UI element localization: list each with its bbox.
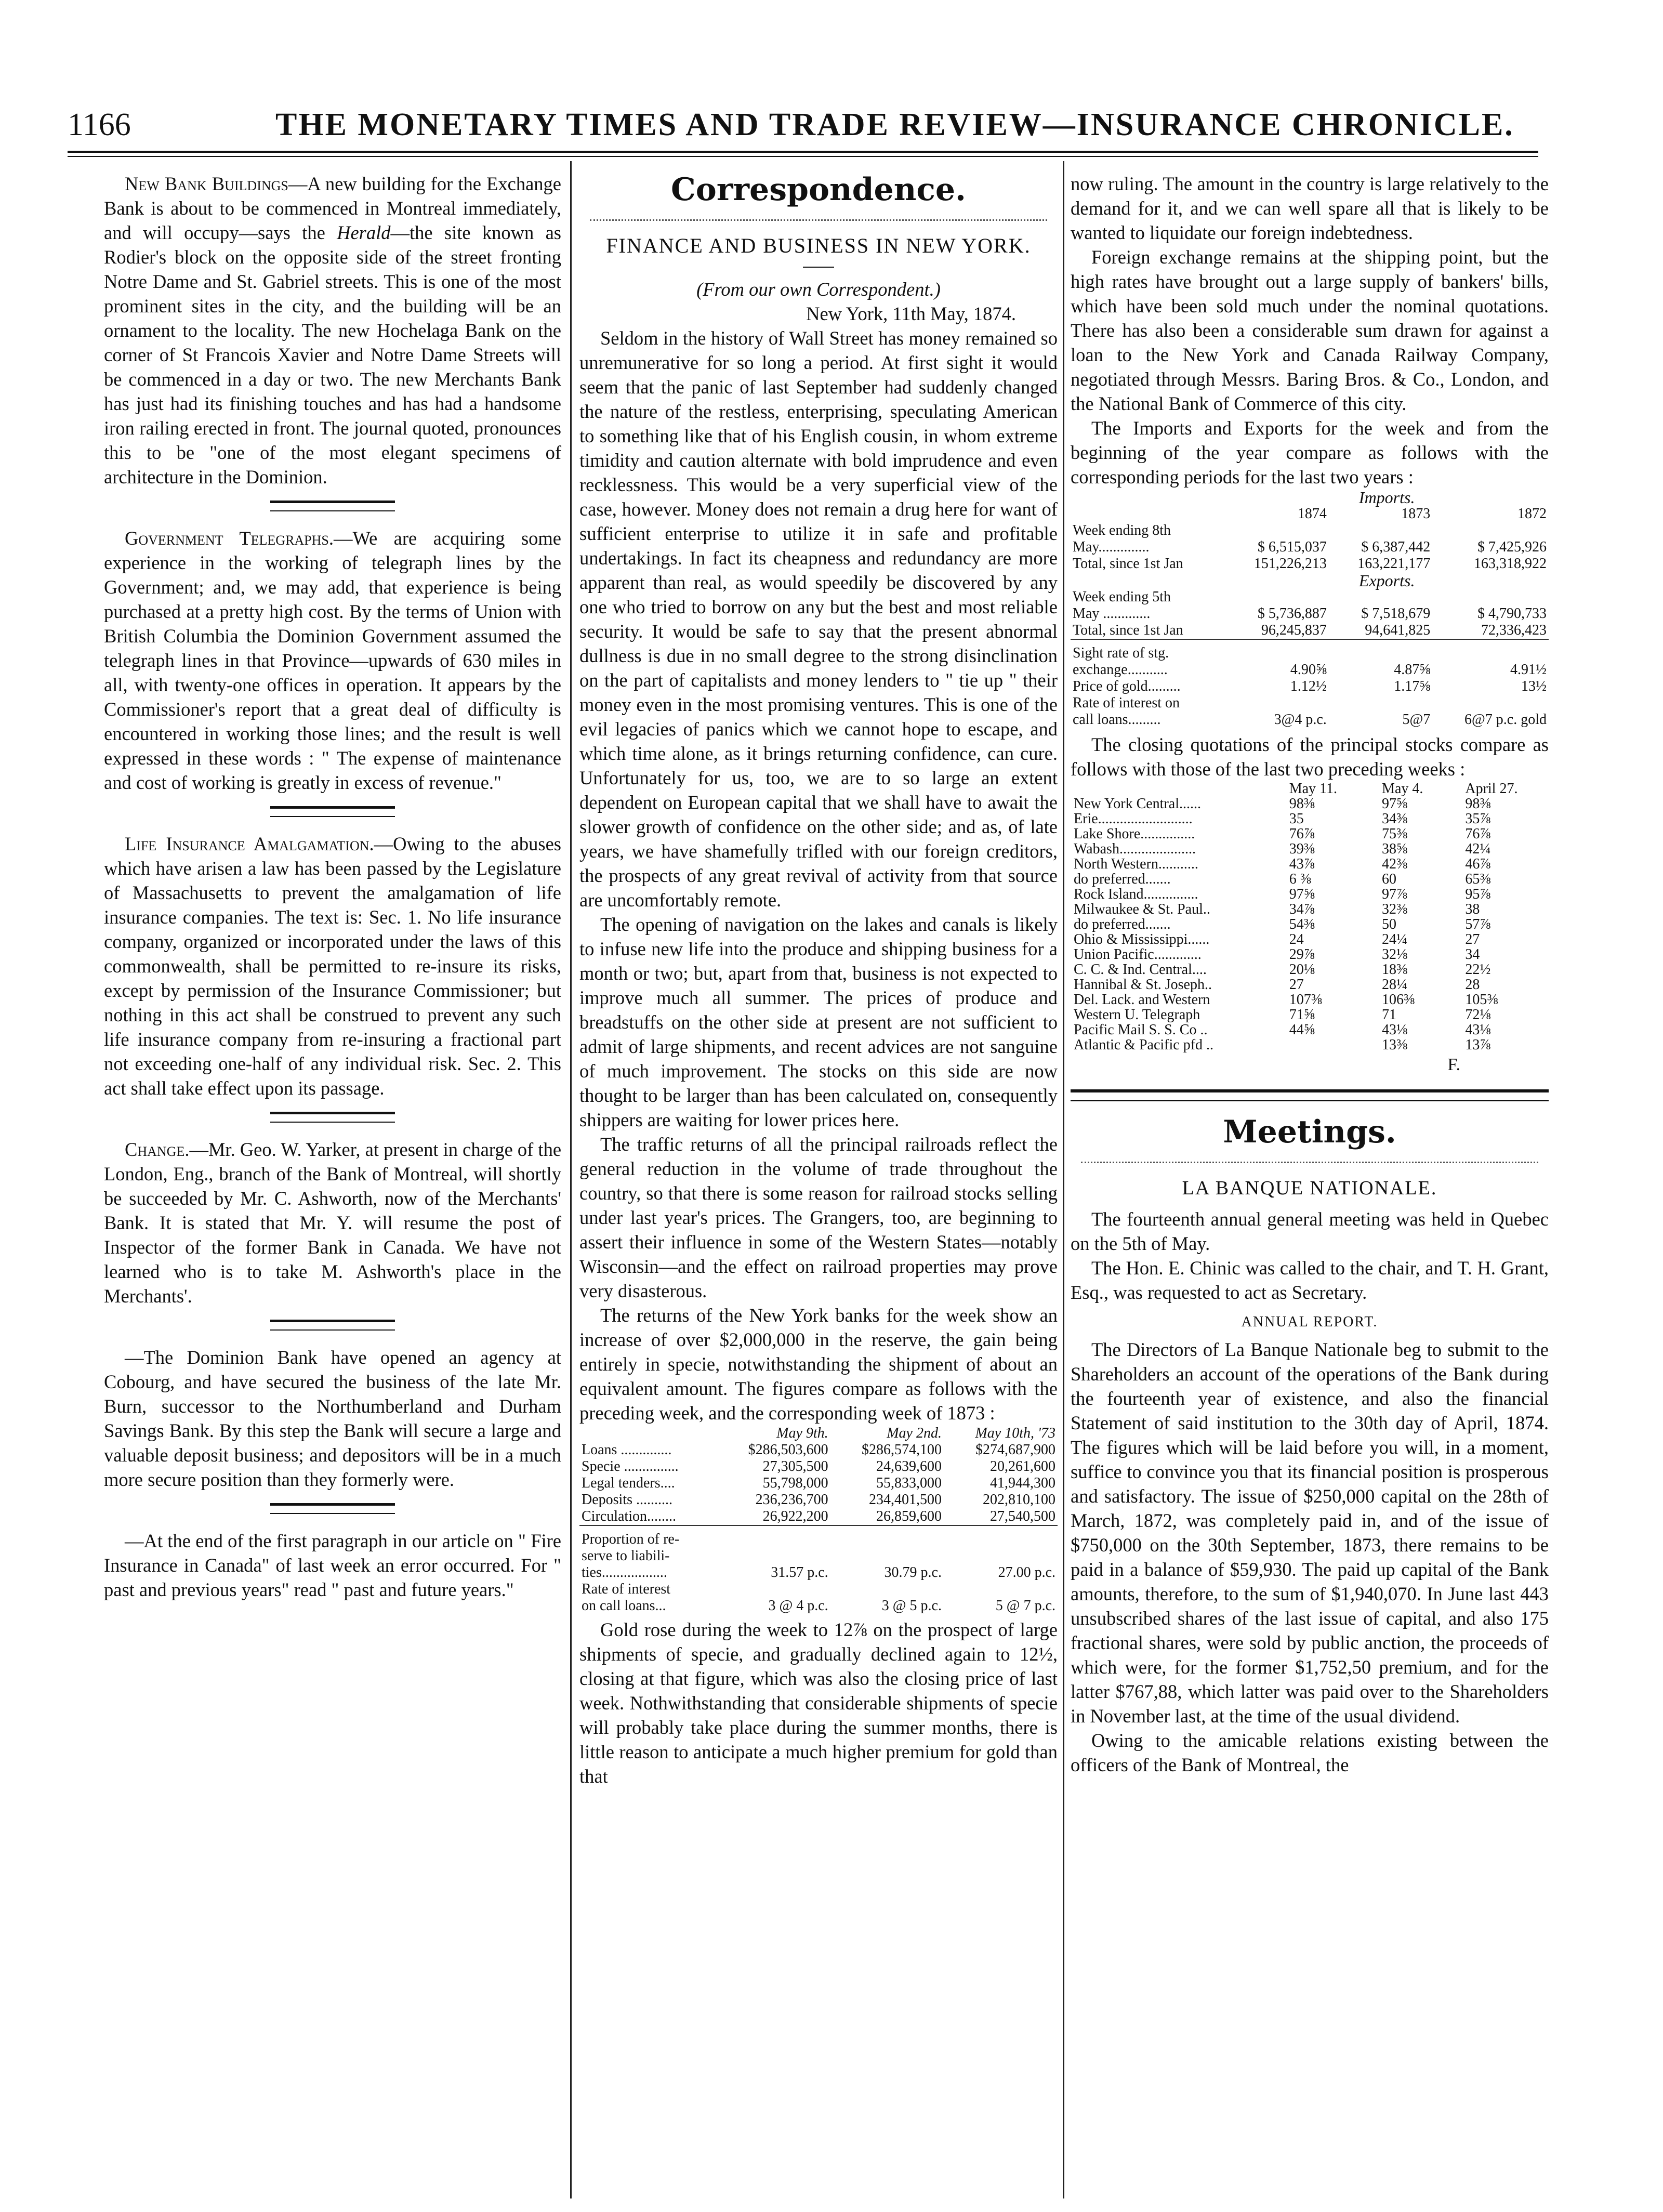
table-header: May 9th.	[776, 1425, 828, 1441]
header-rule-thin	[68, 156, 1538, 157]
table-row	[1071, 556, 1549, 572]
table-header: May 10th, '73	[975, 1425, 1055, 1441]
stock-quote: 60	[1382, 871, 1397, 887]
cell: 5@7	[1402, 712, 1431, 728]
cell: 94,641,825	[1365, 622, 1431, 638]
stock-name: Wabash.....................	[1074, 841, 1196, 857]
table-section-row	[1071, 572, 1549, 589]
stock-quote: 75⅜	[1382, 826, 1408, 842]
running-head	[68, 107, 1514, 148]
stock-quote: 28¼	[1382, 977, 1408, 993]
table-row	[579, 1458, 1058, 1475]
row-label: Sight rate of stg.	[1071, 639, 1225, 662]
table-row	[1071, 902, 1549, 917]
bank-returns-table	[579, 1425, 1058, 1614]
table-row	[1071, 605, 1549, 622]
row-label: Total, since 1st Jan	[1073, 556, 1183, 572]
paragraph-change	[104, 1137, 561, 1308]
paragraph: The Hon. E. Chinic was called to the chair, and T. H. Grant, Esq., was requested to act as Secretary.	[1071, 1257, 1549, 1303]
dateline: New York, 11th May, 1874.	[806, 303, 1016, 324]
stock-name: Erie..........................	[1074, 811, 1193, 827]
row-label: Specie ...............	[582, 1458, 679, 1474]
row-label: May .............	[1073, 605, 1151, 622]
table-row	[579, 1525, 1058, 1548]
cell: 55,833,000	[876, 1475, 942, 1491]
table-row	[1071, 811, 1549, 826]
table-row	[579, 1492, 1058, 1508]
stock-quote: 24¼	[1382, 931, 1408, 947]
cell: 26,859,600	[876, 1508, 942, 1524]
stock-quote: 18⅜	[1382, 962, 1408, 978]
signature: F.	[1447, 1055, 1460, 1074]
stock-name: Atlantic & Pacific pfd ..	[1074, 1037, 1214, 1053]
stock-quote: 46⅞	[1465, 856, 1491, 872]
row-label: Total, since 1st Jan	[1073, 622, 1183, 638]
table-row	[1071, 992, 1549, 1007]
table-header: April 27.	[1465, 781, 1518, 797]
table-header: 1872	[1517, 506, 1547, 522]
section-separator	[270, 1320, 395, 1331]
row-label: Circulation........	[582, 1508, 676, 1524]
table-row	[1071, 539, 1549, 556]
cell: 163,221,177	[1357, 556, 1431, 572]
cell: 3 @ 4 p.c.	[768, 1598, 828, 1614]
table-row	[1071, 1007, 1549, 1022]
stock-quote: 34⅜	[1382, 811, 1408, 827]
stock-quote: 39⅜	[1289, 841, 1315, 857]
stock-quote: 97⅝	[1289, 886, 1315, 902]
stock-quote: 22½	[1465, 962, 1491, 978]
row-label: Deposits ..........	[582, 1492, 672, 1508]
cell: 24,639,600	[876, 1458, 942, 1474]
table-header-row	[579, 1425, 1058, 1442]
table-header: May 11.	[1289, 781, 1337, 797]
row-label: ties..................	[582, 1564, 667, 1581]
stock-name: Lake Shore...............	[1074, 826, 1195, 842]
stock-quote: 98⅜	[1289, 796, 1315, 812]
section-separator	[270, 1503, 395, 1514]
stock-name: North Western...........	[1074, 856, 1198, 872]
cell: $ 6,515,037	[1257, 539, 1327, 555]
paragraph-erratum: —At the end of the first paragraph in our article on " Fire Insurance in Canada" of last week an error occurred. For " past and previous years" read " past and future years."	[104, 1530, 561, 1600]
table-row	[579, 1564, 1058, 1581]
cell: 55,798,000	[762, 1475, 828, 1491]
article-title: FINANCE AND BUSINESS IN NEW YORK.	[606, 234, 1031, 257]
row-label: Rate of interest on	[1073, 695, 1180, 711]
stock-quote: 71	[1382, 1007, 1397, 1023]
ornamental-rule	[590, 212, 1047, 221]
paragraph-body: .—We are acquiring some experience in the working of telegraph lines by the Government; and, we may add, that experience is being purchased at a pretty high cost. By the terms of Union with British Columbia the Dominion Government assumed the telegraph lines in that Province—upwards of 630 miles in all, with twenty-one offices in operation. It appears by the Commissioner's report that a great deal of difficulty is encountered in working those lines; and the result is well expressed in these words : " The expense of maintenance and cost of working is greatly in excess of revenue."	[104, 528, 561, 793]
table-header: 1873	[1401, 506, 1431, 522]
stock-quote: 27	[1465, 931, 1480, 947]
cell: 1.12½	[1290, 678, 1327, 694]
table-row	[1071, 841, 1549, 857]
table-row	[1071, 872, 1549, 887]
stock-quote: 106⅜	[1382, 992, 1415, 1008]
stock-name: Pacific Mail S. S. Co ..	[1074, 1022, 1208, 1038]
stock-quote: 20⅛	[1289, 962, 1315, 978]
table-row	[1071, 932, 1549, 947]
cell: 26,922,200	[762, 1508, 828, 1524]
table-row	[1071, 639, 1549, 662]
paragraph-body: .—Mr. Geo. W. Yarker, at present in charge of the London, Eng., branch of the Bank of Montreal, will shortly be succeeded by Mr. C. Ashworth, now of the Merchants' Bank. It is stated that Mr. Y. will resume the post of Inspector of the former Bank in Canada. We have not learned who is to take M. Ashworth's place in the Merchants'.	[104, 1139, 562, 1307]
stock-quotations-table	[1071, 781, 1549, 1052]
cell: 31.57 p.c.	[771, 1564, 828, 1581]
paragraph: Foreign exchange remains at the shipping point, but the high rates have brought out a large supply of bankers' bills, which have been sold much under the nominal quotations. There has also been a considerable sum drawn for against a loan to the New York and Canada Railway Company, negotiated through Messrs. Baring Bros. & Co., London, and the National Bank of Commerce of this city.	[1071, 246, 1549, 414]
table-row	[1071, 796, 1549, 811]
cell: 27.00 p.c.	[998, 1564, 1055, 1581]
row-label: Week ending 8th	[1073, 522, 1171, 538]
byline: (From our own Correspondent.)	[696, 279, 941, 300]
paragraph-dominion-bank: —The Dominion Bank have opened an agency at Cobourg, and have secured the business of the late Mr. Burn, successor to the Northumberland and Durham Savings Bank. By this step the Bank will secure a large and valuable deposit business; and depositors will be in a much more secure position than they formerly were.	[104, 1347, 561, 1490]
cell: 1.17⅝	[1394, 678, 1431, 694]
paragraph: now ruling. The amount in the country is large relatively to the demand for it, and we can well spare all that is likely to be wanted to liquidate our foreign indebtedness.	[1071, 173, 1549, 243]
table-row	[579, 1581, 1058, 1598]
cell: $274,687,900	[975, 1442, 1055, 1458]
row-label: Price of gold.........	[1073, 678, 1181, 694]
stock-quote: 32⅛	[1382, 946, 1408, 963]
cell: 4.91½	[1510, 662, 1547, 678]
table-row	[1071, 589, 1549, 605]
cell: 151,226,213	[1253, 556, 1327, 572]
section-heading-correspondence: Correspondence.	[671, 172, 966, 208]
cell: 202,810,100	[983, 1492, 1055, 1508]
stock-quote: 13⅞	[1465, 1037, 1491, 1053]
table-row	[1071, 1037, 1549, 1052]
cell: 4.90⅝	[1290, 662, 1327, 678]
column-3	[1071, 172, 1549, 1777]
stock-quote: 76⅞	[1465, 826, 1491, 842]
cell: 234,401,500	[868, 1492, 942, 1508]
table-row	[1071, 695, 1549, 712]
row-label: Legal tenders....	[582, 1475, 675, 1491]
row-label: on call loans...	[582, 1598, 666, 1614]
paragraph: The opening of navigation on the lakes and canals is likely to infuse new life into the produce and shipping business for a month or two; but, apart from that, business is not expected to improve much all summer. The prices of produce and breadstuffs on the other side at present are not sufficient to admit of large shipments, and recent advices are not sanguine of much improvement. The stocks on this side are now thought to be larger than has been calculated on, consequently shippers are waiting for lower prices here.	[579, 914, 1058, 1130]
column-divider	[1063, 161, 1064, 2198]
table-row	[1071, 662, 1549, 678]
stock-quote: 42⅜	[1382, 856, 1408, 872]
paragraph-head: Government Telegraphs	[125, 528, 329, 549]
short-rule	[803, 267, 834, 268]
table-row	[579, 1598, 1058, 1614]
row-label: Proportion of re-	[579, 1525, 717, 1548]
stock-name: Ohio & Mississippi......	[1074, 931, 1210, 947]
stock-name: do preferred.......	[1074, 916, 1171, 932]
stock-quote: 28	[1465, 977, 1480, 993]
table-row	[1071, 887, 1549, 902]
stock-quote	[1274, 1037, 1366, 1052]
cell: $ 7,518,679	[1361, 605, 1431, 622]
cell: 41,944,300	[990, 1475, 1055, 1491]
stock-quote: 72⅛	[1465, 1007, 1491, 1023]
stock-quote: 57⅞	[1465, 916, 1491, 932]
cell: $286,503,600	[748, 1442, 828, 1458]
table-row	[1071, 977, 1549, 992]
cell: 3@4 p.c.	[1274, 712, 1327, 728]
stock-quote: 95⅞	[1465, 886, 1491, 902]
paragraph-head: New Bank Buildings	[125, 173, 288, 194]
stock-name: Milwaukee & St. Paul..	[1074, 901, 1210, 917]
row-label: exchange...........	[1073, 662, 1168, 678]
stock-quote: 35	[1289, 811, 1304, 827]
stock-quote: 38	[1465, 901, 1480, 917]
paragraph: The closing quotations of the principal stocks compare as follows with those of the last two preceding weeks :	[1071, 734, 1549, 780]
paragraph-life-insurance	[104, 832, 561, 1100]
table-row	[1071, 522, 1549, 539]
stock-quote: 43⅛	[1382, 1022, 1408, 1038]
imports-heading: Imports.	[1358, 488, 1415, 507]
paragraph: Owing to the amicable relations existing between the officers of the Bank of Montreal, the	[1071, 1730, 1549, 1775]
table-row	[579, 1508, 1058, 1525]
stock-quote: 43⅛	[1465, 1022, 1491, 1038]
section-separator	[270, 1112, 395, 1123]
paragraph-body: .—Owing to the abuses which have arisen a law has been passed by the Legislature of Massachusetts to prevent the amalgamation of life insurance companies. The text is: Sec. 1. No life insurance company, organized or incorporated under the laws of this commonwealth, shall be permitted to re-insure its risks, except by permission of the Insurance Commissioner; but nothing in this act shall be construed to prevent any such life insurance company from re-insuring a fractional part not exceeding one-half of any individual risk. Sec. 2. This act shall take effect upon its passage.	[104, 833, 561, 1099]
cell: 6@7 p.c. gold	[1464, 712, 1547, 728]
cell: 163,318,922	[1474, 556, 1547, 572]
exports-heading: Exports.	[1358, 571, 1415, 590]
table-row	[1071, 712, 1549, 728]
stock-quote: 98⅜	[1465, 796, 1491, 812]
stock-name: Hannibal & St. Joseph..	[1074, 977, 1212, 993]
row-label: call loans.........	[1073, 712, 1161, 728]
cell: 27,540,500	[990, 1508, 1055, 1524]
stock-quote: 97⅝	[1382, 796, 1408, 812]
paragraph: The returns of the New York banks for the week show an increase of over $2,000,000 in the reserve, the gain being entirely in specie, notwithstanding the shipment of about an equivalent amount. The figures compare as follows with the preceding week, and the corresponding week of 1873 :	[579, 1305, 1058, 1424]
column-divider	[570, 161, 572, 2198]
imports-exports-table	[1071, 489, 1549, 728]
paragraph-body: —A new building for the Exchange Bank is about to be commenced in Montreal immediately, and will occupy—says the Herald—the site known as Rodier's block on the opposite side of the street fronting Notre Dame and St. Gabriel streets. This is one of the most prominent sites in the city, and the building will be an ornament to the locality. The new Hochelaga Bank on the corner of St Francois Xavier and Notre Dame Streets will be commenced in a day or two. The new Merchants Bank has just had its finishing touches and has had a handsome iron railing erected in front. The journal quoted, pronounces this to be "one of the most elegant specimens of architecture in the Dominion.	[104, 173, 561, 488]
cell: $ 6,387,442	[1361, 539, 1431, 555]
paragraph: Gold rose during the week to 12⅞ on the prospect of large shipments of specie, and gradually declined again to 12½, closing at that figure, which was also the closing price of last week. Nothwithstanding that considerable shipments of specie will probably take place during the summer months, there is little reason to anticipate a much higher premium for gold than that	[579, 1619, 1058, 1787]
table-row	[1071, 857, 1549, 872]
stock-quote: 35⅞	[1465, 811, 1491, 827]
table-row	[1071, 1022, 1549, 1037]
stock-name: Del. Lack. and Western	[1074, 992, 1210, 1008]
ornamental-rule	[1081, 1154, 1538, 1163]
table-row	[1071, 947, 1549, 962]
stock-quote: 43⅞	[1289, 856, 1315, 872]
annual-report-heading: ANNUAL REPORT.	[1241, 1314, 1378, 1330]
stock-quote: 34	[1465, 946, 1480, 963]
meeting-title: LA BANQUE NATIONALE.	[1182, 1177, 1437, 1199]
paragraph-head: Life Insurance Amalgamation	[125, 833, 369, 854]
paragraph: The fourteenth annual general meeting was held in Quebec on the 5th of May.	[1071, 1208, 1549, 1254]
stock-quote: 29⅞	[1289, 946, 1315, 963]
stock-quote: 105⅜	[1465, 992, 1498, 1008]
table-section-row	[1071, 489, 1549, 506]
cell: $ 5,736,887	[1257, 605, 1327, 622]
table-row	[579, 1475, 1058, 1492]
row-label: Rate of interest	[582, 1581, 671, 1597]
section-separator	[270, 806, 395, 817]
cell: 236,236,700	[755, 1492, 828, 1508]
table-row	[1071, 917, 1549, 932]
table-row	[579, 1442, 1058, 1458]
cell: 96,245,837	[1261, 622, 1327, 638]
stock-quote: 97⅞	[1382, 886, 1408, 902]
stock-quote: 34⅞	[1289, 901, 1315, 917]
cell: 13½	[1521, 678, 1547, 694]
stock-name: C. C. & Ind. Central....	[1074, 962, 1207, 978]
cell: $ 7,425,926	[1477, 539, 1547, 555]
row-label: May..............	[1073, 539, 1150, 555]
cell: 20,261,600	[990, 1458, 1055, 1474]
paragraph-government-telegraphs	[104, 526, 561, 795]
paragraph: The Imports and Exports for the week and from the beginning of the year compare as follows with the corresponding periods for the last two years :	[1071, 417, 1549, 488]
cell: 72,336,423	[1481, 622, 1547, 638]
cell: 3 @ 5 p.c.	[881, 1598, 942, 1614]
table-row	[579, 1548, 1058, 1564]
table-row	[1071, 678, 1549, 695]
paragraph: The Directors of La Banque Nationale beg to submit to the Shareholders an account of the operations of the Bank during the fourteenth year of existence, and also the financial Statement of said institution to the 30th day of April, 1874. The figures which will be laid before you will, in a moment, suffice to convince you that its financial position is prosperous and satisfactory. The issue of $250,000 capital on the 28th of March, 1872, was completely paid in, and of the issue of $750,000 on the 30th September, 1873, there remains to be paid in a balance of $59,930. The paid up capital of the Bank amounts, therefore, to the sum of $1,940,070. In June last 443 unsubscribed shares of the last issue of capital, and also 175 fractional shares, were sold by public anction, the proceeds of which were, for the former $1,752,50 premium, and for the latter $767,88, which latter was paid over to the Shareholders in November last, at the time of the usual dividend.	[1071, 1339, 1549, 1727]
stock-quote: 65⅜	[1465, 871, 1491, 887]
publication-title: THE MONETARY TIMES AND TRADE REVIEW—INSURANCE CHRONICLE.	[275, 107, 1514, 142]
section-heading-meetings: Meetings.	[1223, 1114, 1396, 1150]
stock-quote: 32⅜	[1382, 901, 1408, 917]
stock-quote: 13⅜	[1382, 1037, 1408, 1053]
paragraph-new-bank-buildings	[104, 172, 561, 489]
cell: 27,305,500	[762, 1458, 828, 1474]
cell: 5 @ 7 p.c.	[995, 1598, 1055, 1614]
cell: $286,574,100	[861, 1442, 942, 1458]
stock-quote: 107⅜	[1289, 992, 1322, 1008]
stock-name: do preferred.......	[1074, 871, 1171, 887]
page-number: 1166	[68, 107, 131, 142]
cell: 4.87⅝	[1394, 662, 1431, 678]
stock-quote: 50	[1382, 916, 1397, 932]
row-label: serve to liabili-	[582, 1548, 670, 1564]
stock-quote: 24	[1289, 931, 1304, 947]
stock-name: Union Pacific.............	[1074, 946, 1202, 963]
stock-quote: 42¼	[1465, 841, 1491, 857]
column-2	[579, 172, 1058, 1788]
paragraph-head: Change	[125, 1139, 185, 1160]
table-row	[1071, 826, 1549, 841]
stock-quote: 76⅞	[1289, 826, 1315, 842]
stock-quote: 54⅜	[1289, 916, 1315, 932]
table-row	[1071, 622, 1549, 639]
table-header-row	[1071, 781, 1549, 796]
table-header: 1874	[1297, 506, 1327, 522]
row-label: Week ending 5th	[1073, 589, 1171, 605]
stock-name: Rock Island...............	[1074, 886, 1198, 902]
stock-quote: 6 ⅜	[1289, 871, 1311, 887]
stock-quote: 44⅝	[1289, 1022, 1315, 1038]
table-header-row	[1071, 506, 1549, 522]
cell: $ 4,790,733	[1477, 605, 1547, 622]
header-rule	[68, 151, 1538, 153]
row-label: Loans ..............	[582, 1442, 672, 1458]
stock-name: New York Central......	[1074, 796, 1201, 812]
paragraph: The traffic returns of all the principal railroads reflect the general reduction in the volume of trade throughout the country, so that there is some reason for railroad stocks selling under last year's prices. The Grangers, too, are beginning to assert their influence in some of the Western States—notably Wisconsin—and the effect on railroad properties may prove very disasterous.	[579, 1134, 1058, 1301]
column-1	[104, 172, 561, 1602]
section-separator	[1071, 1089, 1549, 1101]
paragraph: Seldom in the history of Wall Street has money remained so unremunerative for so long a period. At first sight it would seem that the panic of last September had suddenly changed the nature of the restless, enterprising, speculating American to something like that of his English cousin, in whom extreme timidity and caution alternate with bold imprudence and even recklessness. This would be a very superficial view of the case, however. Money does not remain a drug here for want of sufficient enterprise to utilize it in safe and profitable undertakings. In fact its cheapness and redundancy are more apparent than real, as would speedily be discovered by any one who tried to borrow on any but the best and most reliable security. It would be safe to say that the present abnormal dullness is due in no small degree to the strong disinclination on the part of capitalists and money lenders to " tie up " their money even in the most promising ventures. This is one of the evil legacies of panics which we cannot hope to escape, and which time alone, as it brings returning confidence, can cure. Unfortunately for us, too, we are to so large an extent dependent on European capital that we shall have to await the slower growth of confidence on the other side; and as, of late years, we have shamefully trifled with our foreign creditors, the prospects of any great revival of activity from that source are uncomfortably remote.	[579, 327, 1058, 911]
stock-quote: 38⅝	[1382, 841, 1408, 857]
table-row	[1071, 962, 1549, 977]
table-header: May 2nd.	[887, 1425, 942, 1441]
stock-quote: 71⅝	[1289, 1007, 1315, 1023]
cell: 30.79 p.c.	[884, 1564, 942, 1581]
stock-name: Western U. Telegraph	[1074, 1007, 1200, 1023]
section-separator	[270, 501, 395, 511]
stock-quote: 27	[1289, 977, 1304, 993]
table-header: May 4.	[1382, 781, 1423, 797]
